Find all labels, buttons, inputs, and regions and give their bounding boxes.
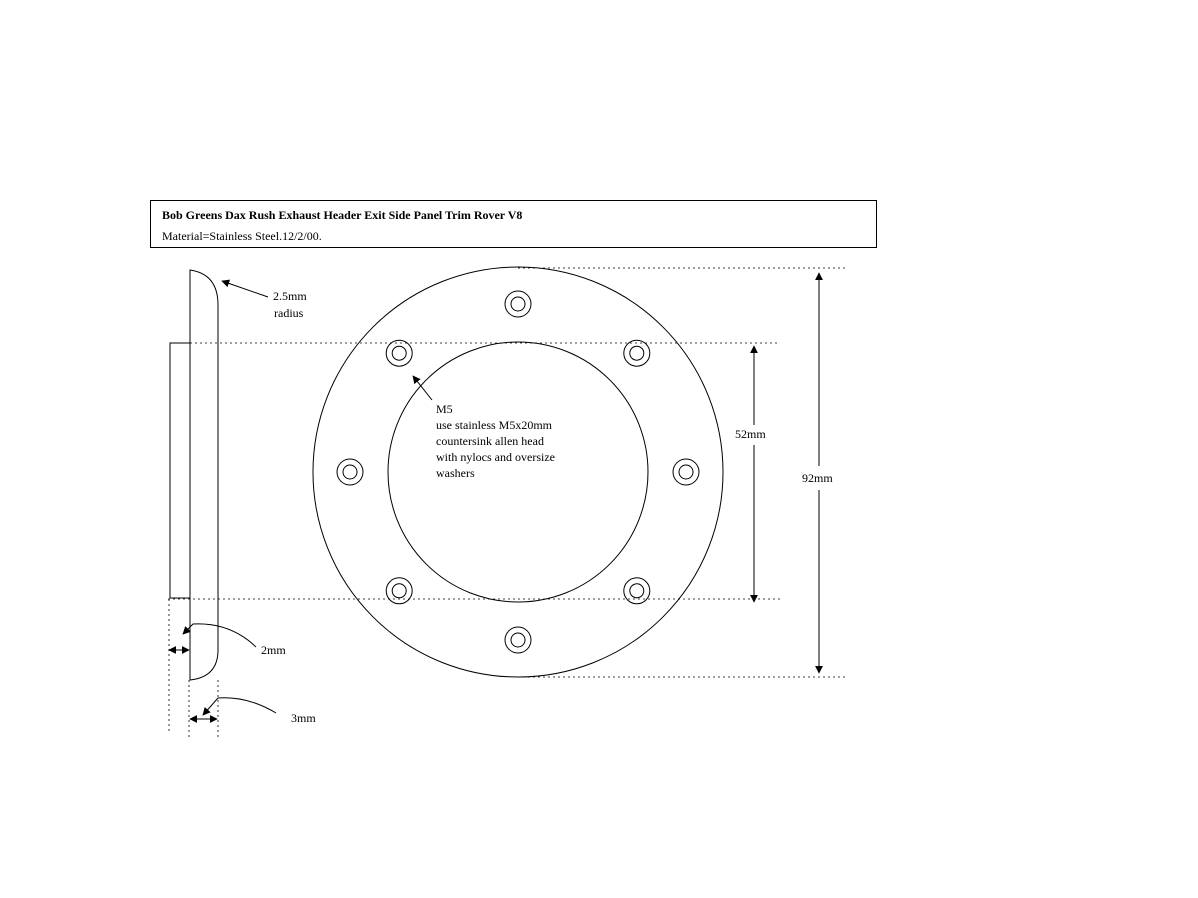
side-flange-tube	[170, 343, 190, 598]
bolt-hole-bore	[392, 584, 406, 598]
radius-leader	[222, 281, 268, 297]
bolt-hole-bore	[630, 346, 644, 360]
bolt-hole-countersink	[337, 459, 363, 485]
bolt-hole	[673, 459, 699, 485]
bolt-hole-countersink	[386, 578, 412, 604]
inner-diameter-label: 52mm	[735, 427, 766, 441]
bolt-hole-bore	[679, 465, 693, 479]
fastener-note-line-2: use stainless M5x20mm	[436, 418, 552, 432]
bolt-hole-bore	[511, 633, 525, 647]
bolt-hole	[624, 340, 650, 366]
bolt-hole-bore	[511, 297, 525, 311]
fastener-leader	[413, 376, 432, 400]
fastener-note-line-1: M5	[436, 402, 453, 416]
radius-value-label: 2.5mm	[273, 289, 307, 303]
ring-inner-circle	[388, 342, 648, 602]
fastener-note-line-4: with nylocs and oversize	[436, 450, 555, 464]
ring-outer-circle	[313, 267, 723, 677]
ring-front-view	[313, 267, 723, 677]
bolt-hole	[337, 459, 363, 485]
thickness-2mm-leader	[183, 624, 256, 647]
bolt-hole	[505, 627, 531, 653]
fastener-note-line-3: countersink allen head	[436, 434, 544, 448]
bolt-hole-bore	[630, 584, 644, 598]
thickness-3mm-label: 3mm	[291, 711, 316, 725]
outer-diameter-label: 92mm	[802, 471, 833, 485]
side-profile-view	[170, 270, 218, 680]
bolt-hole	[386, 578, 412, 604]
bolt-hole-bore	[392, 346, 406, 360]
bolt-hole	[505, 291, 531, 317]
radius-word-label: radius	[274, 306, 304, 320]
bolt-hole-bore	[343, 465, 357, 479]
drawing-title: Bob Greens Dax Rush Exhaust Header Exit Side Panel Trim Rover V8	[162, 208, 523, 222]
bolt-hole-countersink	[673, 459, 699, 485]
material-note: Material=Stainless Steel.12/2/00.	[162, 229, 322, 243]
thickness-3mm-leader	[203, 698, 276, 715]
bolt-hole-countersink	[505, 291, 531, 317]
side-profile-plate	[190, 270, 218, 680]
bolt-hole	[386, 340, 412, 366]
bolt-hole-countersink	[505, 627, 531, 653]
extension-lines	[168, 268, 848, 738]
bolt-hole-countersink	[386, 340, 412, 366]
bolt-hole-countersink	[624, 340, 650, 366]
bolt-hole-countersink	[624, 578, 650, 604]
thickness-2mm-label: 2mm	[261, 643, 286, 657]
fastener-note-line-5: washers	[436, 466, 475, 480]
bolt-hole	[624, 578, 650, 604]
